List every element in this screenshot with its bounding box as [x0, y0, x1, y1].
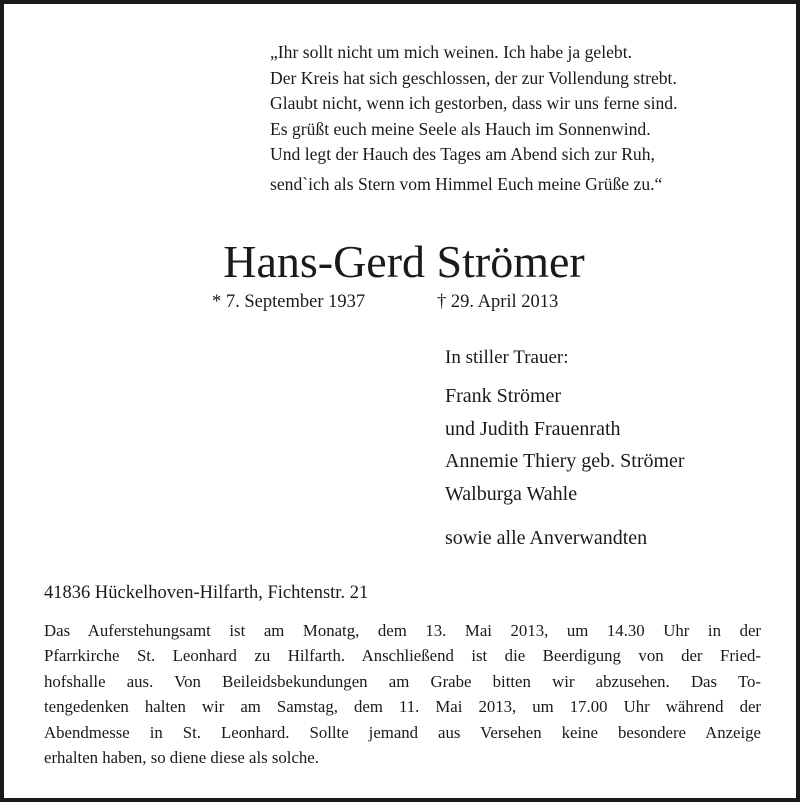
deceased-name: Hans-Gerd Strömer [223, 236, 585, 287]
birth-date: * 7. September 1937 [212, 292, 366, 312]
relatives-line: sowie alle Anverwandten [445, 527, 648, 549]
announcement-line: tengedenken halten wir am Samstag, dem 11. Mai 2013, um 17.00 Uhr während der [44, 697, 761, 717]
mourner-name: und Judith Frauenrath [445, 417, 621, 440]
poem-line: Es grüßt euch meine Seele als Hauch im Sonnenwind. [270, 118, 651, 139]
mourner-name: Annemie Thiery geb. Strömer [445, 450, 685, 472]
announcement-line: Abendmesse in St. Leonhard. Sollte jemand aus Versehen keine besondere Anzeige [44, 722, 761, 742]
memorial-poem [270, 40, 678, 198]
death-date: † 29. April 2013 [437, 292, 559, 312]
poem-line: „Ihr sollt nicht um mich weinen. Ich habe ja gelebt. [270, 42, 633, 62]
poem-line: send`ich als Stern vom Himmel Euch meine Grüße zu.“ [270, 173, 663, 194]
mourner-name: Frank Strömer [445, 385, 562, 407]
poem-line: Der Kreis hat sich geschlossen, der zur Vollendung strebt. [270, 67, 677, 88]
poem-line: Und legt der Hauch des Tages am Abend sich zur Ruh, [270, 144, 655, 165]
mourning-heading: In stiller Trauer: [445, 347, 569, 368]
poem-line: Glaubt nicht, wenn ich gestorben, dass wir uns ferne sind. [270, 93, 678, 114]
announcement-line: erhalten haben, so diene diese als solche. [44, 748, 319, 768]
life-dates [212, 289, 559, 315]
announcement-line: hofshalle aus. Von Beileidsbekundungen am Grabe bitten wir abzusehen. Das To- [44, 671, 761, 691]
announcement-line: Das Auferstehungsamt ist am Monatg, dem 13. Mai 2013, um 14.30 Uhr in der [44, 621, 761, 640]
mourner-list [445, 380, 685, 510]
funeral-announcement [44, 618, 761, 770]
announcement-line: Pfarrkirche St. Leonhard zu Hilfarth. Anschließend ist die Beerdigung von der Fried- [44, 646, 761, 666]
mourner-name: Walburga Wahle [445, 482, 578, 505]
mourners-block [445, 344, 685, 553]
family-address: 41836 Hückelhoven-Hilfarth, Fichtenstr. 21 [44, 583, 369, 603]
